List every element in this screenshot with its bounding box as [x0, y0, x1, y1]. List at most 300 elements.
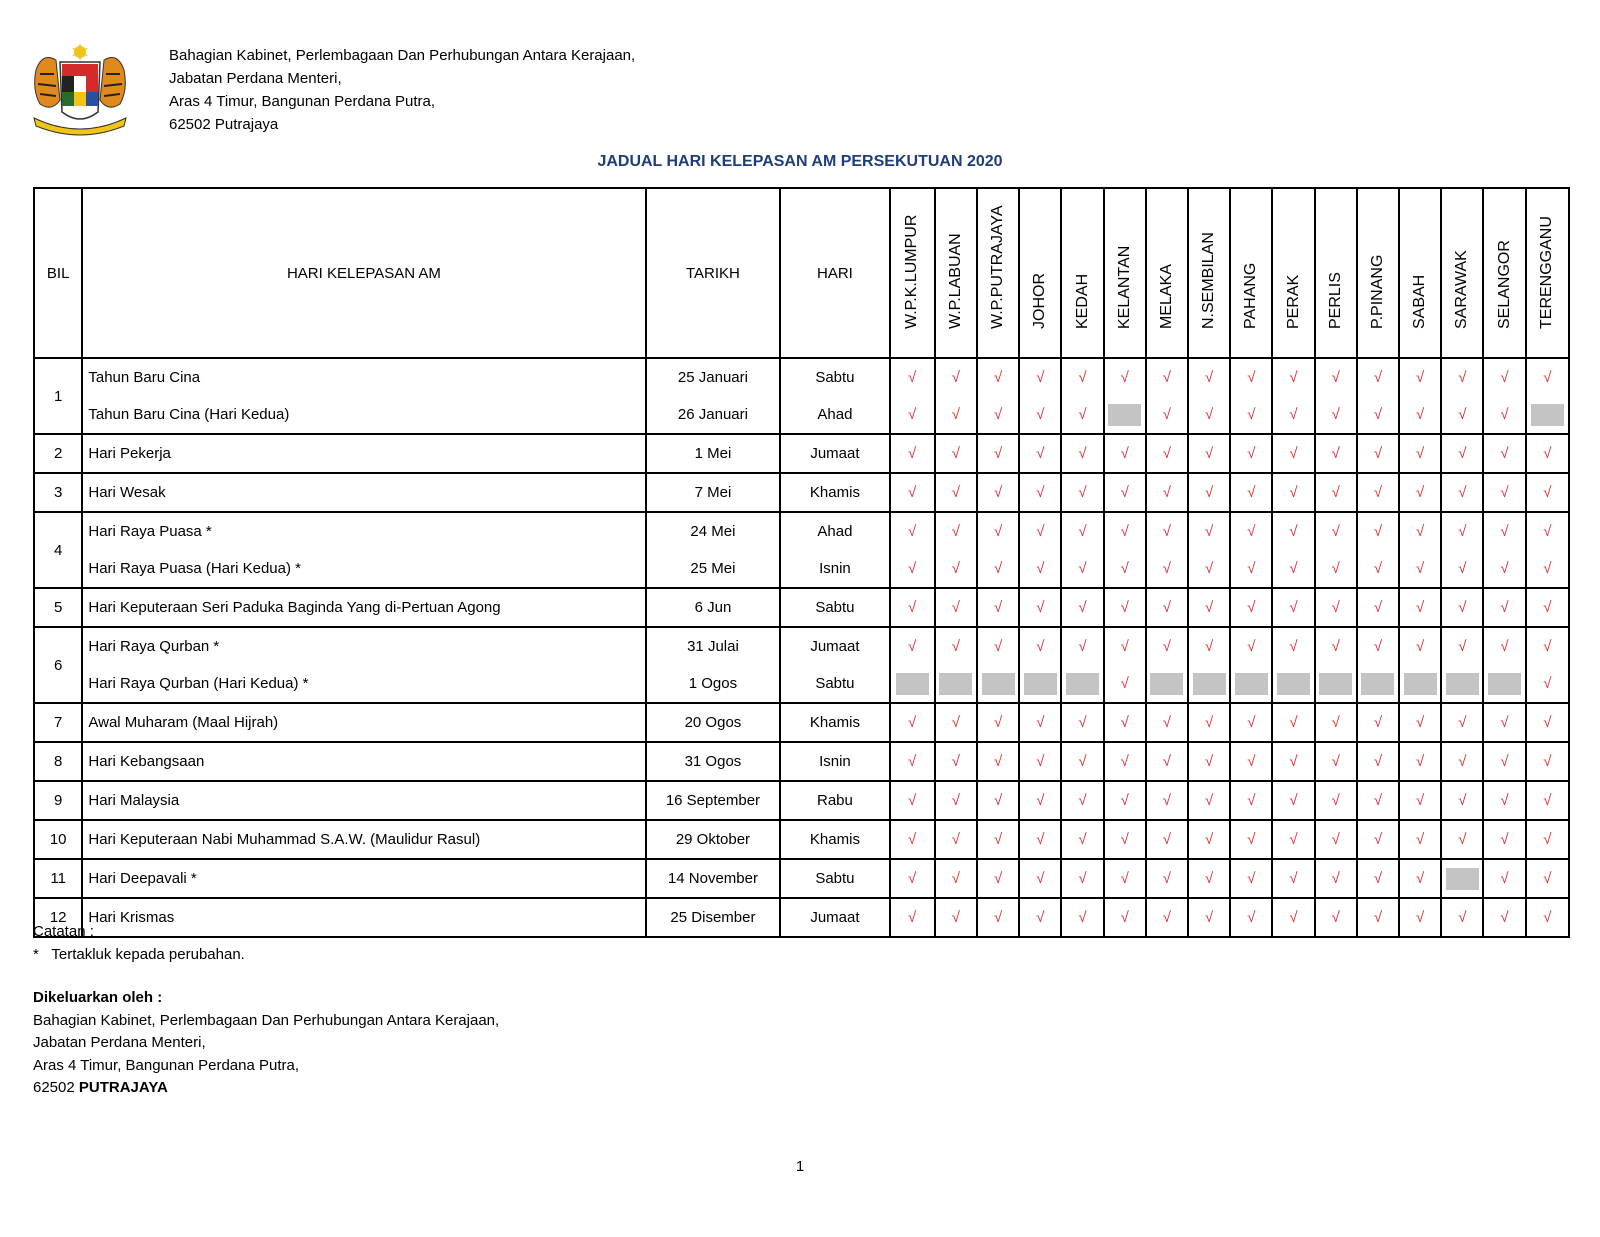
row-number-text: 7	[54, 714, 63, 731]
mark-line	[1316, 396, 1356, 433]
state-mark-cell	[1315, 358, 1357, 434]
mark-line	[1484, 589, 1524, 626]
row-number-text: 6	[54, 656, 63, 674]
holiday-name-cell	[82, 742, 645, 781]
check-mark-icon: √	[1205, 792, 1214, 809]
check-mark-icon: √	[1205, 714, 1214, 731]
table-row	[34, 898, 1569, 937]
mark-line	[1062, 435, 1102, 472]
check-mark-icon: √	[1247, 909, 1256, 926]
mark-line	[891, 550, 934, 587]
mark-line	[1062, 665, 1102, 702]
state-mark-cell	[1483, 434, 1525, 473]
mark-line	[978, 665, 1018, 702]
state-mark-cell	[1399, 703, 1441, 742]
check-mark-icon: √	[1373, 831, 1383, 848]
check-mark-icon: √	[1458, 831, 1467, 848]
state-mark-cell	[935, 627, 977, 703]
mark-line	[1400, 396, 1440, 433]
table-row	[34, 627, 1569, 703]
mark-line	[1527, 821, 1568, 858]
mark-line	[1527, 860, 1568, 897]
mark-line	[1189, 782, 1229, 819]
check-mark-icon: √	[908, 753, 917, 770]
address-line: 62502 Putrajaya	[169, 116, 279, 133]
check-mark-icon: √	[1120, 909, 1129, 926]
check-mark-icon: √	[1331, 638, 1340, 655]
state-mark-cell	[1019, 627, 1061, 703]
holiday-date: 25 Mei	[690, 560, 736, 577]
state-mark-cell	[935, 434, 977, 473]
state-mark-cell	[1483, 781, 1525, 820]
table-row	[34, 473, 1569, 512]
mark-line	[1400, 821, 1440, 858]
mark-line	[1316, 743, 1356, 780]
mark-line	[936, 860, 976, 897]
not-applicable-shade	[1066, 673, 1099, 695]
mark-line	[1189, 513, 1229, 550]
mark-line	[1358, 782, 1398, 819]
state-mark-cell	[1061, 358, 1103, 434]
state-label: P.PINANG	[1368, 254, 1386, 329]
check-mark-icon: √	[951, 406, 961, 423]
check-mark-icon: √	[1500, 870, 1509, 887]
state-mark-cell	[1441, 473, 1483, 512]
state-mark-cell	[1526, 588, 1569, 627]
check-mark-icon: √	[908, 560, 917, 577]
mark-line	[936, 589, 976, 626]
holiday-date: 24 Mei	[690, 523, 736, 540]
not-applicable-shade	[1531, 404, 1564, 426]
check-mark-icon: √	[1078, 369, 1087, 386]
row-number-text: 1	[54, 387, 63, 405]
mark-line	[1358, 435, 1398, 472]
mark-line	[1062, 704, 1102, 741]
holiday-date: 7 Mei	[694, 484, 732, 501]
mark-line	[1147, 821, 1187, 858]
state-mark-cell	[890, 820, 935, 859]
state-mark-cell	[1526, 512, 1569, 588]
mark-line	[1316, 665, 1356, 702]
check-mark-icon: √	[1120, 831, 1129, 848]
mark-line	[1527, 899, 1568, 936]
mark-line	[891, 589, 934, 626]
state-mark-cell	[1483, 859, 1525, 898]
state-mark-cell	[1272, 859, 1314, 898]
check-mark-icon: √	[993, 870, 1003, 887]
check-mark-icon: √	[1500, 445, 1509, 462]
date-cell	[646, 473, 781, 512]
holiday-name: Hari Raya Qurban (Hari Kedua) *	[88, 675, 309, 692]
check-mark-icon: √	[1458, 406, 1467, 423]
mark-line	[1316, 704, 1356, 741]
state-mark-cell	[1272, 898, 1314, 937]
check-mark-icon: √	[1205, 638, 1214, 655]
holiday-table	[33, 187, 1570, 938]
row-number	[34, 859, 82, 898]
mark-line	[1358, 359, 1398, 396]
mark-line	[1400, 359, 1440, 396]
state-mark-cell	[1061, 898, 1103, 937]
check-mark-icon: √	[1205, 445, 1214, 462]
check-mark-icon: √	[1036, 523, 1045, 540]
state-mark-cell	[1526, 627, 1569, 703]
holiday-day: Ahad	[817, 523, 853, 540]
check-mark-icon: √	[1331, 753, 1340, 770]
holiday-name: Hari Keputeraan Seri Paduka Baginda Yang di-Pertuan Agong	[88, 599, 501, 616]
state-mark-cell	[1483, 898, 1525, 937]
mark-line	[1442, 589, 1482, 626]
mark-line	[1105, 359, 1145, 396]
mark-line	[1105, 396, 1145, 433]
holiday-day: Jumaat	[810, 638, 860, 655]
check-mark-icon: √	[951, 753, 961, 770]
state-mark-cell	[1104, 859, 1146, 898]
table-row	[34, 859, 1569, 898]
state-mark-cell	[1441, 742, 1483, 781]
state-mark-cell	[1357, 434, 1399, 473]
check-mark-icon: √	[951, 523, 961, 540]
check-mark-icon: √	[1162, 909, 1172, 926]
row-number	[34, 588, 82, 627]
check-mark-icon: √	[993, 523, 1003, 540]
check-mark-icon: √	[1543, 675, 1552, 692]
mark-line	[1442, 704, 1482, 741]
state-mark-cell	[977, 820, 1019, 859]
mark-line	[1231, 396, 1271, 433]
check-mark-icon: √	[1120, 675, 1129, 692]
check-mark-icon: √	[1120, 792, 1129, 809]
check-mark-icon: √	[1500, 599, 1509, 616]
holiday-name-cell	[82, 473, 645, 512]
check-mark-icon: √	[1289, 369, 1298, 386]
mark-line	[1442, 474, 1482, 511]
state-mark-cell	[1019, 703, 1061, 742]
check-mark-icon: √	[951, 369, 961, 386]
not-applicable-shade	[1488, 673, 1521, 695]
mark-line	[1400, 589, 1440, 626]
mark-line	[891, 743, 934, 780]
date-cell	[646, 820, 781, 859]
mark-line	[1147, 589, 1187, 626]
state-mark-cell	[1441, 588, 1483, 627]
check-mark-icon: √	[1036, 792, 1045, 809]
check-mark-icon: √	[1458, 523, 1467, 540]
row-number-text: 4	[54, 541, 63, 559]
mark-line	[1020, 899, 1060, 936]
mark-line	[1147, 743, 1187, 780]
mark-line	[1316, 821, 1356, 858]
holiday-date: 29 Oktober	[675, 831, 751, 848]
row-number-text: 11	[50, 870, 66, 887]
check-mark-icon: √	[1289, 792, 1298, 809]
mark-line	[1105, 435, 1145, 472]
check-mark-icon: √	[1036, 406, 1045, 423]
state-mark-cell	[935, 358, 977, 434]
mark-line	[891, 359, 934, 396]
state-mark-cell	[1104, 358, 1146, 434]
state-column-header	[1146, 188, 1188, 358]
day-cell	[780, 512, 889, 588]
check-mark-icon: √	[1543, 523, 1552, 540]
row-number-text: 2	[54, 445, 63, 462]
check-mark-icon: √	[1162, 445, 1172, 462]
date-cell	[646, 512, 781, 588]
state-mark-cell	[977, 859, 1019, 898]
state-mark-cell	[1399, 742, 1441, 781]
state-mark-cell	[1526, 434, 1569, 473]
check-mark-icon: √	[1416, 523, 1425, 540]
state-mark-cell	[1019, 473, 1061, 512]
check-mark-icon: √	[1205, 523, 1214, 540]
check-mark-icon: √	[1373, 792, 1383, 809]
state-mark-cell	[1104, 703, 1146, 742]
state-mark-cell	[890, 588, 935, 627]
day-cell	[780, 434, 889, 473]
holiday-name-cell	[82, 627, 645, 703]
state-mark-cell	[1061, 820, 1103, 859]
mark-line	[891, 665, 934, 702]
check-mark-icon: √	[1416, 714, 1425, 731]
state-mark-cell	[935, 820, 977, 859]
check-mark-icon: √	[1373, 753, 1383, 770]
mark-line	[1020, 665, 1060, 702]
state-mark-cell	[1441, 898, 1483, 937]
mark-line	[1484, 860, 1524, 897]
address-line: Aras 4 Timur, Bangunan Perdana Putra,	[169, 93, 435, 110]
holiday-date: 1 Mei	[694, 445, 732, 462]
state-label: JOHOR	[1031, 273, 1049, 329]
state-mark-cell	[890, 703, 935, 742]
check-mark-icon: √	[1247, 523, 1256, 540]
check-mark-icon: √	[1036, 753, 1045, 770]
column-header-bil: BIL	[34, 188, 82, 358]
state-mark-cell	[1357, 627, 1399, 703]
check-mark-icon: √	[1036, 445, 1045, 462]
check-mark-icon: √	[1458, 714, 1467, 731]
column-header-day: HARI	[780, 188, 889, 358]
mark-line	[1316, 435, 1356, 472]
mark-line	[1442, 860, 1482, 897]
holiday-name: Hari Wesak	[88, 484, 166, 501]
column-header-date: TARIKH	[646, 188, 781, 358]
not-applicable-shade	[1150, 673, 1183, 695]
issued-line: Bahagian Kabinet, Perlembagaan Dan Perhubungan Antara Kerajaan,	[33, 1011, 500, 1029]
table-body	[34, 358, 1569, 937]
state-mark-cell	[1146, 820, 1188, 859]
check-mark-icon: √	[1078, 638, 1087, 655]
mark-line	[1020, 513, 1060, 550]
check-mark-icon: √	[1331, 369, 1340, 386]
row-number	[34, 434, 82, 473]
mark-line	[936, 474, 976, 511]
table-row	[34, 434, 1569, 473]
state-mark-cell	[935, 898, 977, 937]
mark-line	[1527, 513, 1568, 550]
mark-line	[1527, 435, 1568, 472]
check-mark-icon: √	[1036, 714, 1045, 731]
check-mark-icon: √	[1373, 870, 1383, 887]
table-row	[34, 512, 1569, 588]
holiday-day: Khamis	[809, 831, 860, 848]
issued-city: PUTRAJAYA	[78, 1079, 168, 1096]
state-mark-cell	[1315, 859, 1357, 898]
mark-line	[1316, 359, 1356, 396]
check-mark-icon: √	[1458, 445, 1467, 462]
check-mark-icon: √	[1036, 560, 1045, 577]
note-text: Tertakluk kepada perubahan.	[51, 946, 245, 963]
state-mark-cell	[1357, 512, 1399, 588]
state-column-header	[977, 188, 1019, 358]
mark-line	[1147, 665, 1187, 702]
state-mark-cell	[1019, 742, 1061, 781]
check-mark-icon: √	[1458, 792, 1467, 809]
state-mark-cell	[1146, 473, 1188, 512]
state-mark-cell	[1061, 781, 1103, 820]
mark-line	[1358, 628, 1398, 665]
state-mark-cell	[1061, 859, 1103, 898]
not-applicable-shade	[1277, 673, 1310, 695]
state-mark-cell	[935, 512, 977, 588]
mark-line	[1020, 589, 1060, 626]
state-label: W.P.PUTRAJAYA	[989, 205, 1007, 329]
check-mark-icon: √	[1458, 638, 1467, 655]
mark-line	[1020, 860, 1060, 897]
check-mark-icon: √	[1500, 369, 1509, 386]
check-mark-icon: √	[1416, 599, 1425, 616]
issued-by-section	[33, 987, 499, 1100]
header-address	[169, 44, 635, 136]
date-cell	[646, 358, 781, 434]
day-cell	[780, 898, 889, 937]
state-mark-cell	[1188, 358, 1230, 434]
state-mark-cell	[1104, 781, 1146, 820]
mark-line	[1147, 513, 1187, 550]
mark-line	[936, 743, 976, 780]
day-cell	[780, 588, 889, 627]
check-mark-icon: √	[1289, 484, 1298, 501]
mark-line	[1273, 782, 1313, 819]
state-label: N.SEMBILAN	[1200, 232, 1218, 329]
note-line	[33, 943, 245, 966]
mark-line	[1231, 359, 1271, 396]
state-mark-cell	[1272, 781, 1314, 820]
mark-line	[1189, 474, 1229, 511]
state-mark-cell	[1188, 588, 1230, 627]
state-mark-cell	[1061, 512, 1103, 588]
state-mark-cell	[1526, 898, 1569, 937]
state-mark-cell	[1399, 781, 1441, 820]
holiday-day: Sabtu	[815, 369, 855, 386]
state-label: PERLIS	[1326, 272, 1344, 329]
holiday-day: Jumaat	[810, 909, 860, 926]
mark-line	[1400, 474, 1440, 511]
holiday-name-cell	[82, 859, 645, 898]
mark-line	[936, 396, 976, 433]
holiday-date: 1 Ogos	[688, 675, 738, 692]
check-mark-icon: √	[1500, 523, 1509, 540]
row-number	[34, 820, 82, 859]
mark-line	[1400, 860, 1440, 897]
check-mark-icon: √	[1331, 484, 1340, 501]
mark-line	[1062, 513, 1102, 550]
mark-line	[1062, 782, 1102, 819]
state-mark-cell	[1399, 512, 1441, 588]
coat-of-arms-logo	[30, 40, 130, 140]
state-mark-cell	[1272, 588, 1314, 627]
not-applicable-shade	[1446, 868, 1479, 890]
mark-line	[1020, 782, 1060, 819]
state-mark-cell	[1315, 627, 1357, 703]
issued-postal	[33, 1077, 499, 1100]
state-mark-cell	[935, 588, 977, 627]
mark-line	[1105, 743, 1145, 780]
mark-line	[1273, 743, 1313, 780]
state-mark-cell	[1315, 820, 1357, 859]
check-mark-icon: √	[1120, 753, 1129, 770]
mark-line	[1062, 743, 1102, 780]
state-mark-cell	[1230, 781, 1272, 820]
check-mark-icon: √	[1120, 638, 1129, 655]
state-label: KELANTAN	[1115, 245, 1133, 329]
mark-line	[1189, 589, 1229, 626]
check-mark-icon: √	[951, 445, 961, 462]
state-mark-cell	[1357, 781, 1399, 820]
check-mark-icon: √	[1162, 369, 1172, 386]
mark-line	[978, 474, 1018, 511]
mark-line	[1105, 704, 1145, 741]
check-mark-icon: √	[993, 484, 1003, 501]
mark-line	[1273, 550, 1313, 587]
state-mark-cell	[1230, 898, 1272, 937]
state-column-header	[935, 188, 977, 358]
check-mark-icon: √	[1120, 484, 1129, 501]
check-mark-icon: √	[1543, 753, 1552, 770]
mark-line	[1105, 474, 1145, 511]
state-mark-cell	[1483, 588, 1525, 627]
row-number-text: 9	[54, 792, 63, 809]
check-mark-icon: √	[1162, 599, 1172, 616]
holiday-date: 31 Ogos	[684, 753, 742, 770]
state-mark-cell	[1188, 434, 1230, 473]
check-mark-icon: √	[951, 484, 961, 501]
check-mark-icon: √	[1289, 870, 1298, 887]
state-mark-cell	[1104, 627, 1146, 703]
state-label: W.P.K.LUMPUR	[903, 214, 921, 329]
holiday-date: 25 Disember	[670, 909, 756, 926]
mark-line	[1400, 782, 1440, 819]
check-mark-icon: √	[1416, 406, 1425, 423]
state-mark-cell	[890, 742, 935, 781]
state-mark-cell	[1399, 627, 1441, 703]
mark-line	[978, 821, 1018, 858]
holiday-name: Hari Raya Puasa *	[88, 523, 212, 540]
check-mark-icon: √	[1543, 909, 1552, 926]
state-mark-cell	[1146, 898, 1188, 937]
state-label: SELANGOR	[1495, 240, 1513, 329]
state-mark-cell	[1399, 898, 1441, 937]
state-mark-cell	[1146, 859, 1188, 898]
page-number: 1	[795, 1158, 805, 1175]
state-mark-cell	[1230, 588, 1272, 627]
mark-line	[1484, 821, 1524, 858]
table-row	[34, 358, 1569, 434]
mark-line	[1400, 628, 1440, 665]
mark-line	[1189, 860, 1229, 897]
check-mark-icon: √	[1162, 406, 1172, 423]
check-mark-icon: √	[1205, 484, 1214, 501]
state-mark-cell	[1441, 358, 1483, 434]
